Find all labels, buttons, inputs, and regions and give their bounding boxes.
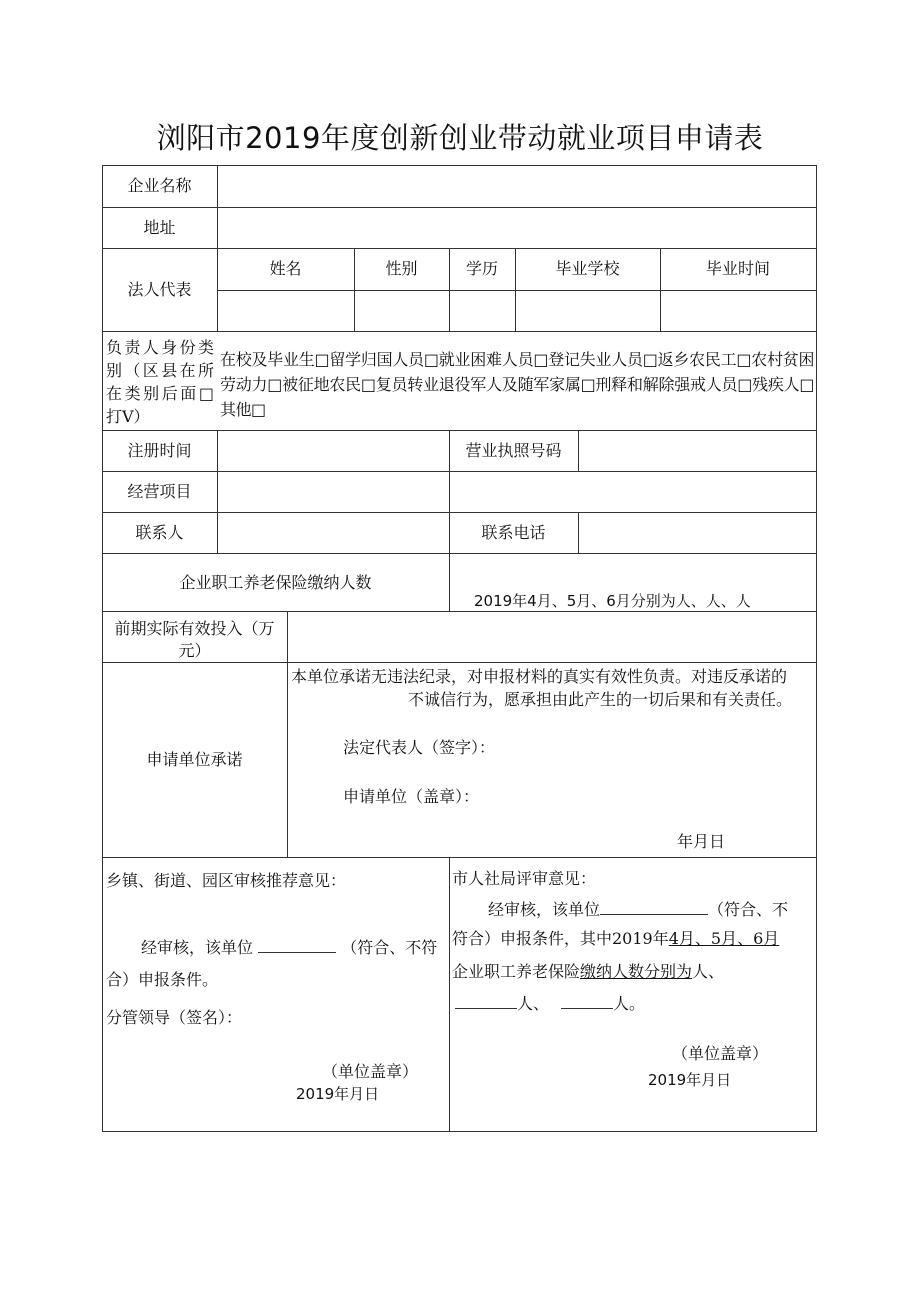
hrss-review-heading: 市人社局评审意见：: [452, 869, 597, 888]
commitment-date: 年月日: [677, 832, 726, 851]
contact-person-label: 联系人: [135, 523, 184, 542]
hrss-review-line-1: [488, 898, 788, 921]
hrss-review-options: （符合、不: [708, 900, 789, 919]
commitment-label: 申请单位承诺: [146, 750, 243, 769]
township-unit-blank[interactable]: [258, 936, 336, 953]
hrss-count-blank-2[interactable]: [455, 992, 517, 1009]
hrss-review-count-3: 人。: [613, 994, 646, 1013]
address-label: 地址: [143, 218, 176, 237]
commitment-text-1: 本单位承诺无违法纪录，对申报材料的真实有效性负责。对违反承诺的: [291, 667, 788, 686]
address-field[interactable]: [218, 208, 815, 247]
hrss-review-line-2: [452, 928, 779, 950]
hrss-review-months: 4月、5月、6月: [668, 929, 780, 948]
hrss-review-line-4: [455, 992, 645, 1015]
hrss-review-line-3: [452, 961, 724, 983]
hrss-unit-blank[interactable]: [600, 898, 708, 915]
license-number-label: 营业执照号码: [465, 441, 562, 460]
investment-label: 前期实际有效投入（万元）: [114, 619, 275, 660]
township-review-line-2: 合）申报条件。: [106, 970, 219, 989]
col-name-header: 姓名: [269, 259, 302, 278]
col-gender-header: 性别: [385, 259, 418, 278]
col-education-header: 学历: [465, 259, 498, 278]
identity-label: 负责人身份类别（区县在所在类别后面□打V）: [106, 338, 214, 426]
hrss-review-count-1: 人、: [692, 962, 725, 981]
legal-rep-signature: 法定代表人（签字）：: [343, 738, 496, 757]
hrss-count-blank-3[interactable]: [561, 992, 613, 1009]
legal-rep-label: 法人代表: [127, 280, 192, 299]
township-seal: （单位盖章）: [322, 1062, 419, 1081]
hrss-date: 2019年月日: [648, 1071, 732, 1089]
township-review-heading: 乡镇、街道、园区审核推荐意见：: [106, 871, 347, 890]
hrss-seal: （单位盖章）: [672, 1044, 769, 1063]
col-graduation-header: 毕业时间: [705, 259, 770, 278]
hrss-review-count-label: 缴纳人数分别为: [580, 962, 693, 981]
page-title: 浏阳市2019年度创新创业带动就业项目申请表: [156, 121, 764, 155]
township-date: 2019年月日: [296, 1085, 380, 1103]
hrss-review-year: 符合）申报条件，其中2019年: [452, 929, 669, 948]
township-review-line-1: [141, 936, 437, 959]
company-name-field[interactable]: [218, 166, 815, 206]
identity-options[interactable]: 在校及毕业生□留学归国人员□就业困难人员□登记失业人员□返乡农民工□农村贫困劳动力□被征地农民□复员转业退役军人及随军家属□刑释和解除强戒人员□残疾人□其他□: [220, 350, 814, 419]
contact-phone-label: 联系电话: [481, 523, 546, 542]
applicant-seal: 申请单位（盖章）：: [343, 787, 480, 806]
business-scope-label: 经营项目: [127, 482, 192, 501]
township-review-options: （符合、不符: [341, 938, 438, 957]
register-time-label: 注册时间: [127, 441, 192, 460]
pension-count-label: 企业职工养老保险缴纳人数: [179, 573, 372, 592]
township-leader-signature: 分管领导（签名）：: [106, 1008, 243, 1027]
township-review-text: 经审核，该单位: [141, 938, 254, 957]
hrss-review-text: 经审核，该单位: [488, 900, 601, 919]
investment-field[interactable]: [288, 612, 815, 661]
commitment-text-2: 不诚信行为，愿承担由此产生的一切后果和有关责任。: [408, 690, 793, 709]
company-name-label: 企业名称: [127, 176, 192, 195]
col-school-header: 毕业学校: [555, 259, 620, 278]
hrss-review-count-2: 人、: [517, 994, 550, 1013]
pension-count-value: 2019年4月、5月、6月分别为人、人、人: [474, 592, 751, 610]
hrss-review-pension: 企业职工养老保险: [452, 962, 581, 981]
